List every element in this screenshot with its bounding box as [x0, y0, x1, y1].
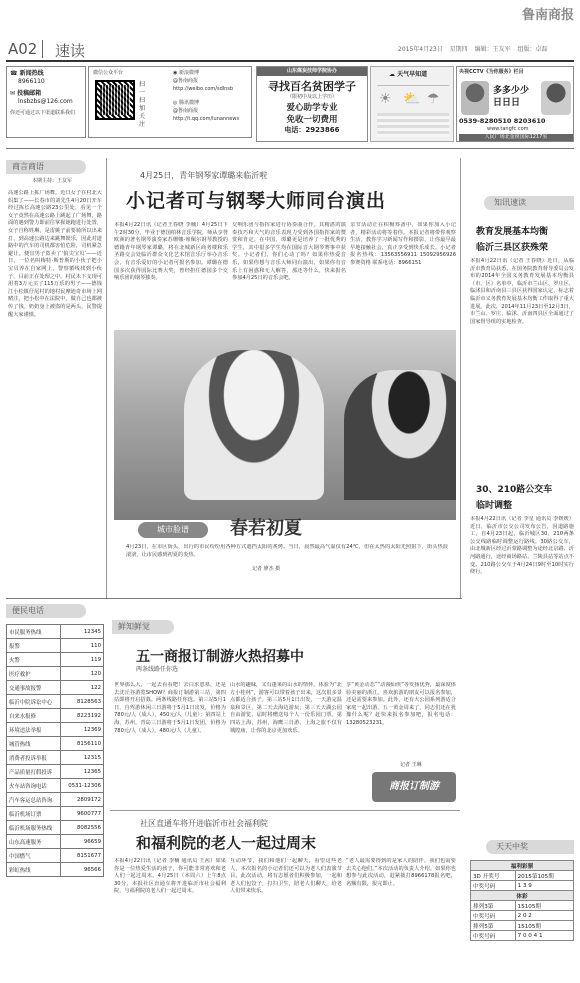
service-name: 产品质量打假投诉	[7, 765, 61, 779]
service-number: 12365	[61, 765, 104, 779]
email-label: ✉ 投稿邮箱	[10, 90, 42, 97]
news2-headline-a: 30、210路公交车	[476, 485, 553, 495]
ad-subtitle: （限初中及以上学历）	[286, 94, 337, 100]
lottery-row	[471, 931, 574, 941]
photo-credit: 记者 廖杰 摄	[252, 566, 281, 572]
service-name: 汽车客运总站咨询	[7, 793, 61, 807]
mail-icon: ✉	[10, 90, 16, 97]
photo-title: 春若初夏	[230, 518, 302, 539]
contact-box	[6, 66, 86, 138]
lottery-row	[471, 861, 574, 871]
service-row	[7, 667, 104, 681]
service-row	[7, 821, 104, 835]
main-headline: 小记者可与钢琴大师同台演出	[126, 190, 387, 212]
ad2-address: 人民广场北金座国际1217室	[459, 134, 573, 141]
section-tag-lottery: 天天中奖	[486, 840, 574, 854]
service-name: 彩虹热线	[7, 863, 61, 877]
news2-text: 本报4月22日讯（记者 李星 通讯员 李媛媛）近日，临沂市公交公司发布公告，因道路施工，自4月23日起，临沂城区30、210两条公交线路临时调整运行路线。30路公交车，由北城新区经过沂蒙路调整为途经北京路、沂河路通行，途经商场路站、兰陵县站等站点不变。210路公交车于4月24日9时至10时实行绕行。	[470, 516, 574, 576]
cloud-icon: ☁	[389, 71, 395, 78]
ad2-slogan2: 日日日	[493, 98, 521, 108]
service-number: 119	[61, 653, 104, 667]
lottery-label: 排列5第	[471, 921, 516, 931]
lottery-value: 15105期	[515, 921, 573, 931]
weather-box	[370, 66, 454, 142]
weather-label: ☁ 天气早知道	[389, 71, 428, 78]
masthead-logo: 鲁南商报	[521, 8, 574, 23]
tencent-weibo-name[interactable]: @鲁南商报	[173, 108, 199, 114]
phone-icon: ☎	[10, 70, 18, 77]
service-number: 96566	[61, 863, 104, 877]
lottery-row	[471, 911, 574, 921]
main-kicker: 4月25日，青年钢琴家谭璐来临沂啦	[140, 171, 268, 180]
service-row	[7, 653, 104, 667]
service-number: 120	[61, 667, 104, 681]
ad-line1: 爱心助学专业	[286, 103, 338, 113]
hotline-label: ☎ 新闻热线	[10, 70, 44, 77]
service-row	[7, 807, 104, 821]
main-col3: 亲节活动正在积极筹备中，如果你加入小记者，精彩活动将等着你。本报记者将带你观察生活，教你学习新闻写作和摄影，让你最早最早地接触社会，真正享受到快乐成长。小记者报名热线：13563556911 15092956926 参赛资格 联系电话：8966151	[350, 222, 456, 266]
service-name: 临沂机场服务热线	[7, 821, 61, 835]
service-number: 8128563	[61, 695, 104, 709]
ad-phone: 电话：2923866	[284, 126, 340, 134]
header-divider	[42, 40, 43, 58]
tencent-weibo-url[interactable]: http://t.qq.com/lunannews	[173, 116, 240, 122]
service-row	[7, 751, 104, 765]
service-name: 临沂机场订票	[7, 807, 61, 821]
contact-note: 你还可通过以下渠道联系我们	[10, 110, 76, 116]
ad2-portrait-2	[541, 81, 571, 115]
email-address[interactable]: lnsbzbs@126.com	[18, 98, 73, 105]
service-row	[7, 695, 104, 709]
ad2-slogan1: 多多少少	[493, 86, 530, 96]
ad2-phone: 0539-8280510 8203610	[459, 117, 546, 125]
service-row	[7, 737, 104, 751]
lottery-heading: 福利彩票	[471, 861, 574, 871]
service-name: 中国燃气	[7, 849, 61, 863]
service-name: 消费者投诉举报	[7, 751, 61, 765]
article3-kicker: 社区直通车将开进临沂市社会福利院	[140, 819, 268, 828]
section-tag-xianzhi: 鲜知鲜觉	[112, 620, 174, 634]
sina-weibo-url[interactable]: http://weibo.com/sdlnsb	[173, 86, 234, 92]
wechat-label: 微信公众平台	[93, 70, 124, 76]
service-number: 96659	[61, 835, 104, 849]
page-number: A02	[8, 40, 38, 58]
service-number: 9600777	[61, 807, 104, 821]
service-phone-table	[6, 624, 104, 877]
wechat-qr-code[interactable]	[95, 80, 135, 120]
service-name: 交通事故报警	[7, 681, 61, 695]
service-number: 8156110	[61, 737, 104, 751]
article3-col2: 互动环节，我们和他们一起聊天，看望这些老人，本次报名的小记者们还可以为老人们表演节目。此次活动，将有志愿者们积极参加，一起和老人们包饺子，打扫卫生，陪老人们聊天，给老人们带来快乐。	[230, 858, 342, 895]
partly-cloudy-icon: ⛅	[403, 91, 421, 107]
lottery-label: 中奖号码	[471, 911, 516, 921]
ad2-station: 央视CCTV《为你服务》栏目	[459, 69, 524, 75]
service-row	[7, 835, 104, 849]
news1-text: 本报4月22日讯（记者 王春晓）近日，从临沂市教育局获悉，在国务院教育督导委员会发布的2014年全国义务教育发展基本均衡县（市、区）名单中，临沂市兰山区、罗庄区、临沭县和沂南县三县区获得国家认定，标志着临沂市义务教育发展基本均衡工作取得了重大进展。此次，2014年11月23日至12月3日，市兰山、罗庄、临沭、沂南四县区全面通过了国家督导组的实地检查。	[470, 258, 574, 325]
news1-headline-b: 临沂三县区获殊荣	[476, 243, 549, 253]
main-col1: 本报4月22日讯（记者王春晓 李楠）4月25日下午2时30分，毕业于德国柏林音乐学院，师从享誉欧洲的著名钢琴演奏家苏珊娜·席佩尔钢琴教授的德籍青年钢琴家谭璐，将在北城新区商务楼和乐圣路交会处临沂群众文化艺术馆音乐厅举办音乐会，有音乐爱好的小记者可报名参加。谭璐在德国多次获得国际比赛大奖，曾经担任德国多个交响乐团的钢琴独奏。	[114, 222, 228, 282]
lottery-row	[471, 891, 574, 901]
photo-tag: 城市脸谱	[138, 522, 208, 538]
service-name: 环境违法举报	[7, 723, 61, 737]
weibo-icon: ◉	[173, 70, 178, 76]
section-tag-bianmin: 便民电话	[6, 604, 86, 618]
lottery-row	[471, 901, 574, 911]
ad-line2: 免收一切费用	[286, 115, 338, 125]
ad-organizer: 山东煤炭技师学院协办	[257, 67, 367, 76]
service-name: 山东高速服务	[7, 835, 61, 849]
sun-icon: ☀	[379, 91, 392, 107]
service-row	[7, 765, 104, 779]
lottery-value: 7 0 0 4 1	[515, 931, 573, 941]
issue-weekday: 星期四	[449, 46, 468, 53]
service-number: 12315	[61, 751, 104, 765]
service-number: 110	[61, 639, 104, 653]
tencent-icon: ◎	[173, 100, 178, 106]
section-tag-zhixun: 知讯速读	[484, 196, 574, 210]
lottery-label: 排列3第	[471, 901, 516, 911]
article3-col3: “老人最需要得到的是家人的陪伴，我们也需要去关心他们。”本次活动的负责人介绍。如果你也想参与此次活动，赶紧拨打8966178报名吧，名额有限，报完即止。	[346, 858, 456, 887]
designer: 组版：卓磊	[517, 46, 548, 53]
service-name: 城管热线	[7, 737, 61, 751]
service-row	[7, 681, 104, 695]
dingzhiyou-logo: 商报订制游	[372, 772, 456, 802]
article2-subhead: 两条线路任你选	[136, 666, 179, 673]
service-name: 医疗救护	[7, 667, 61, 681]
sina-weibo-label: ◉ 新浪微博	[173, 70, 199, 76]
student-aid-ad	[256, 66, 368, 142]
photo-woman	[184, 350, 324, 500]
issue-date: 2015年4月23日	[398, 46, 443, 53]
service-name: 市民服务热线	[7, 625, 61, 639]
service-row	[7, 779, 104, 793]
left-byline: 本期主持：王友军	[32, 178, 73, 184]
service-number: 0531-12306	[61, 779, 104, 793]
article2-col2: 山水的趣味，又有蓬莱的山水的情怀，体验为“北方小桂林”，游客可以带着孩子出来，这次很多景点都适合孩子。第三站5月1日出发，一天游完温泉和景区，第二天去海边游玩，第三天天湖公园自由游览，届时将赠送每个人一份乐园门票。第四站上海，苏州，海鹰三日游，上海之旅不仅有城隍庙，让你的北京更加欢乐。	[230, 682, 342, 734]
service-number: 8082556	[61, 821, 104, 835]
service-name: 火警	[7, 653, 61, 667]
service-number: 8223192	[61, 709, 104, 723]
service-number: 2809172	[61, 793, 104, 807]
lottery-value: 1 3 9	[515, 881, 573, 891]
article2-reporter: 记者 王琳	[400, 762, 422, 768]
lottery-label: 3D 开奖号	[471, 871, 516, 881]
editor: 编辑：王友军	[474, 46, 511, 53]
lottery-label: 中奖号码	[471, 931, 516, 941]
ad2-portrait	[461, 81, 489, 115]
service-row	[7, 849, 104, 863]
article3-col1: 本报4月22日讯（记者 李楠 通讯员 王茜）如果你是一位热爱生活的孩子，你可能非常喜欢和老人们一起过周末。4月25日（本周六）上午8点30分，本报社区直通车将开进临沂市社会福利院，与福利院的老人们一起过周末。	[114, 858, 226, 895]
service-number: 122	[61, 681, 104, 695]
article2-col1: 世界那么大，一起去看看吧！去白求恩墓，还是去沈丘谷游览SHOW？商报订制游第三站，第四站即将开启招募。两条线路任你选。第三站5月1日，自驾游休闲三日游将于5月1日出发，价格为780元/人（成人），450元/人（儿童）；第四站上海，苏州，青岛三日游将于5月1日发团，价格为780元/人（成人），480元/人（儿童）。	[114, 682, 226, 734]
ad2-url[interactable]: www.tangfc.com	[487, 126, 529, 132]
article2-headline: 五一商报订制游火热招募中	[136, 649, 304, 665]
service-row	[7, 723, 104, 737]
service-name: 临沂中院诉讼中心	[7, 695, 61, 709]
news1-headline-a: 教育发展基本均衡	[476, 227, 549, 237]
lottery-row	[471, 921, 574, 931]
lottery-heading: 体彩	[471, 891, 574, 901]
service-row	[7, 639, 104, 653]
article2-col3: 享“黄金动态”“动漫仙侠”等发扬优秀，最深度体验美丽的浙江。喜欢旅游的朋友可以报名参加，还是需要来参加。此外，还有大公园系列游适合家庭一起出游。五一黄金周来了，同志们还在犹豫什么呢？赶快来报名参加吧，报名电话：13280523231。	[346, 682, 456, 726]
header-meta	[398, 46, 548, 54]
service-row	[7, 793, 104, 807]
service-row	[7, 863, 104, 877]
service-name: 自来水报修	[7, 709, 61, 723]
main-col2: 交响乐团与指挥家进行协奏曲合作。其精湛的演奏技巧和大气的音乐表现力受到各国指挥家的赞赏和肯定。在中国，谭璐更是培养了一批优秀的学生，其中很多学生均在国际音大钢琴赛事中获奖。小记者们，你们心动了吗？如果你热爱音乐，如果你想与音乐大师同台演出，如果你有音乐上有困惑和无人解答，那还等什么，快来报名参加4月25日的音乐会吧。	[232, 222, 346, 282]
social-box	[88, 66, 252, 138]
lottery-value: 15105期	[515, 901, 573, 911]
news2-headline-b: 临时调整	[476, 501, 513, 511]
service-number: 12369	[61, 723, 104, 737]
hotline-number: 8966110	[18, 78, 45, 85]
left-column-text: 高速公路上拣广场舞。近日女子在村北大妈集了——长春市的刘先生4月20日开车经过拣长高速公路23公里处，看见一个女子竟然在高速公路上跳起了广场舞，路面的遇到警力即前往掌握她跑进行处置，女子自称姓琳，是雷姚子前要骑所以出来打，到高速公路边来跳舞娱乐，因此对道路中的汽车的司机都害怕危险，司机紧急避让。便宜男子盗卖了‘狼尖宝贝’——近日，一位名叫梅特·斯普斯的小伙子把小宝贝养在自家网上，警察循线找到小伙子，目前正在处理之中。村民未下支现可用着3万元买了115万乐的男子——德钱江小松镇仔尾村的地村民摩迪奇市场上网赌注，把小松中在法院中，做自己也都被传了钱。奶奶身上被盗的是两头，民警提醒大家谨慎。	[8, 190, 102, 318]
ad-title: 寻找百名贫困学子	[268, 80, 356, 93]
article3-headline: 和福利院的老人一起过周末	[136, 834, 317, 852]
tv-service-ad	[456, 66, 574, 142]
lottery-value: 2 0 2	[515, 911, 573, 921]
lottery-value: 2015第105期	[515, 871, 573, 881]
section-tag-shangyan: 商言商语	[6, 160, 86, 174]
cloud-rain-icon: ☂	[427, 91, 440, 107]
service-name: 火车站咨询电话	[7, 779, 61, 793]
sina-weibo-name[interactable]: @鲁南商报	[173, 78, 199, 84]
photo-caption: 4月23日，在市区街头，出行的市民纷纷用各种方式遮挡太阳的炙烤。当日，晨然最高气温仅有24℃，但在太热的太阳光照射下，街头热浪滚滚，让市民感到初夏的炎热。	[126, 544, 448, 558]
tencent-weibo-label: ◎ 腾讯微博	[173, 100, 199, 106]
lottery-table	[470, 860, 574, 941]
section-name: 速读	[55, 42, 86, 60]
service-name: 报警	[7, 639, 61, 653]
lottery-row	[471, 881, 574, 891]
lottery-row	[471, 871, 574, 881]
service-row	[7, 625, 104, 639]
photo-child	[344, 370, 456, 500]
news-photo	[114, 330, 456, 520]
service-row	[7, 709, 104, 723]
service-number: 8151677	[61, 849, 104, 863]
lottery-label: 中奖号码	[471, 881, 516, 891]
scan-label: 扫一扫加关注	[139, 81, 146, 128]
service-number: 12345	[61, 625, 104, 639]
